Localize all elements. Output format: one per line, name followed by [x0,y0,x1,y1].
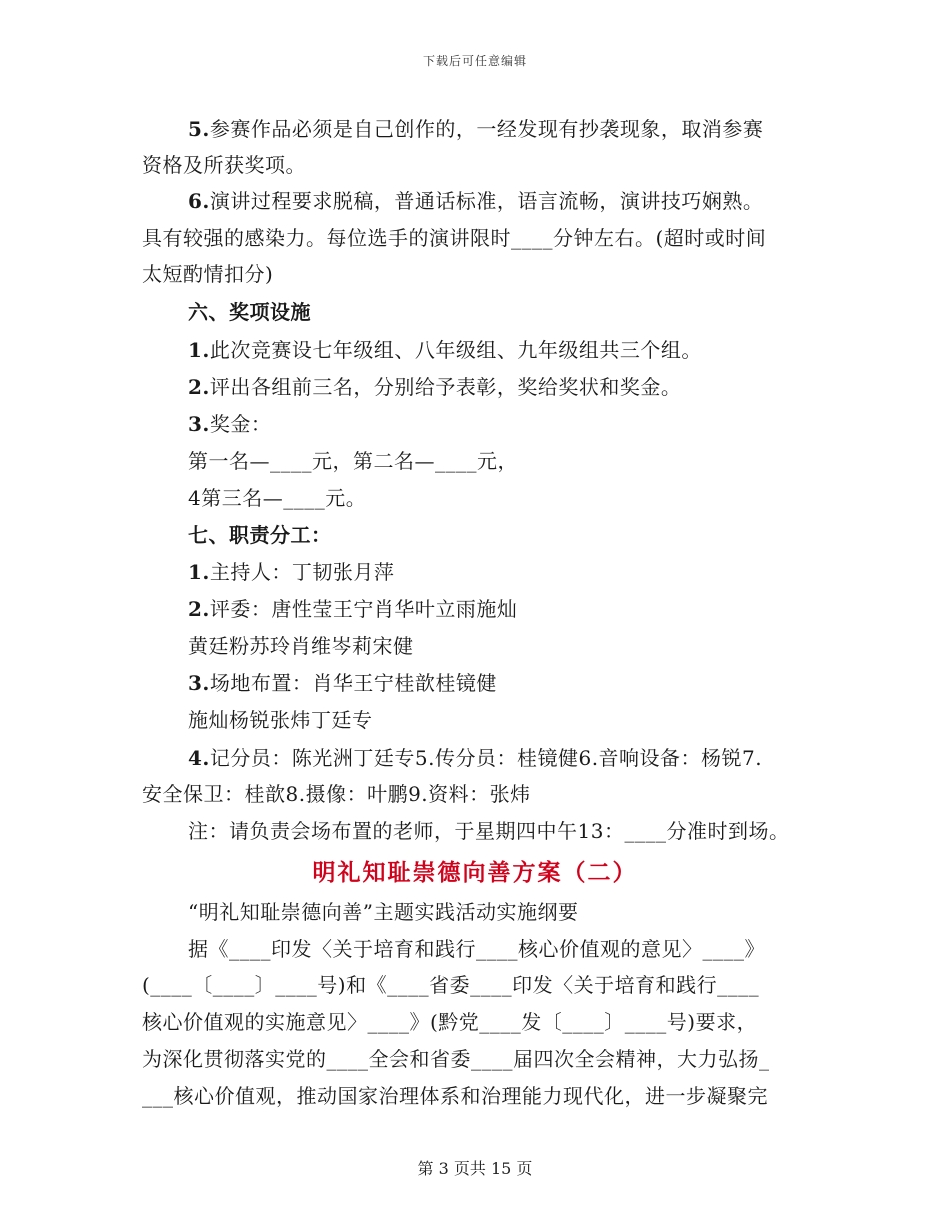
page-footer: 第 3 页共 15 页 [417,1159,533,1178]
line-text: 4第三名—____元。 [188,486,367,510]
paragraph-line [188,483,366,513]
line-text: 场地布置：肖华王宁桂歆桂镜健 [209,671,497,695]
line-text: 参赛作品必须是自己创作的，一经发现有抄袭现象，取消参赛 [209,117,764,141]
line-text: 奖金： [209,412,272,436]
line-text: 演讲过程要求脱稿，普通话标准，语言流畅，演讲技巧娴熟。 [209,189,764,213]
paragraph-line [188,409,271,439]
paragraph-line [142,970,759,1000]
line-text: ___核心价值观，推动国家治理体系和治理能力现代化，进一步凝聚完 [142,1084,768,1108]
paragraph-line [188,335,702,365]
line-text: 具有较强的感染力。每位选手的演讲限时____分钟左右。(超时或时间 [142,226,767,250]
line-text: 资格及所获奖项。 [142,153,306,177]
item-number: 3. [188,671,210,695]
line-text: 安全保卫：桂歆8.摄像：叶鹏9.资料：张炜 [142,782,531,806]
item-number: 3. [188,412,210,436]
item-number: 5. [188,117,210,141]
paragraph-line [188,631,414,661]
paragraph-line [188,743,762,773]
item-number: 1. [188,560,210,584]
line-text: 七、职责分工： [188,523,332,547]
line-text: 主持人：丁韧张月萍 [209,560,395,584]
line-text: 评出各组前三名，分别给予表彰，奖给奖状和奖金。 [209,375,682,399]
item-number: 4. [188,746,210,770]
line-text: 核心价值观的实施意见〉____》(黔党____发〔____〕____号)要求， [142,1010,758,1034]
line-text: “明礼知耻崇德向善”主题实践活动实施纲要 [188,900,579,924]
line-text: 据《____印发〈关于培育和践行____核心价值观的意见〉____》 [188,937,765,961]
paragraph-line [188,897,578,927]
paragraph-line [188,446,518,476]
line-text: 评委：唐性莹王宁肖华叶立雨施灿 [209,597,518,621]
paragraph-line [142,1081,768,1111]
paragraph-line [142,779,531,809]
line-text: 第一名—____元，第二名—____元， [188,449,518,473]
paragraph-line [188,372,681,402]
item-number: 1. [188,338,210,362]
paragraph-line [188,934,765,964]
paragraph-line [188,114,763,144]
line-text: 为深化贯彻落实党的____全会和省委____届四次全会精神，大力弘扬_ [142,1047,770,1071]
line-text: 太短酌情扣分) [142,262,274,286]
paragraph-line [188,594,517,624]
paragraph-line [188,705,373,735]
item-number: 6. [188,189,210,213]
paragraph-line [142,223,766,253]
line-text: 六、奖项设施 [188,300,311,324]
paragraph-line [188,186,763,216]
paragraph-line [142,150,306,180]
line-text: 黄廷粉苏玲肖维岑莉宋健 [188,634,414,658]
section-title: 明礼知耻崇德向善方案（二） [312,859,638,886]
line-text: 注：请负责会场布置的老师，于星期四中午13：____分准时到场。 [188,819,790,843]
page-header: 下载后可任意编辑 [422,54,527,68]
paragraph-line [142,1044,770,1074]
item-number: 2. [188,597,210,621]
paragraph-line [142,1007,757,1037]
line-text: 此次竞赛设七年级组、八年级组、九年级组共三个组。 [209,338,702,362]
section-heading [188,297,311,327]
paragraph-line [188,557,394,587]
section-heading [188,520,332,550]
paragraph-line [142,259,273,289]
line-text: 施灿杨锐张炜丁廷专 [188,708,373,732]
paragraph-line [188,816,789,846]
paragraph-line [188,668,497,698]
line-text: (____〔____〕____号)和《____省委____印发〈关于培育和践行____ [142,973,760,997]
line-text: 记分员：陈光洲丁廷专5.传分员：桂镜健6.音响设备：杨锐7. [209,746,763,770]
item-number: 2. [188,375,210,399]
